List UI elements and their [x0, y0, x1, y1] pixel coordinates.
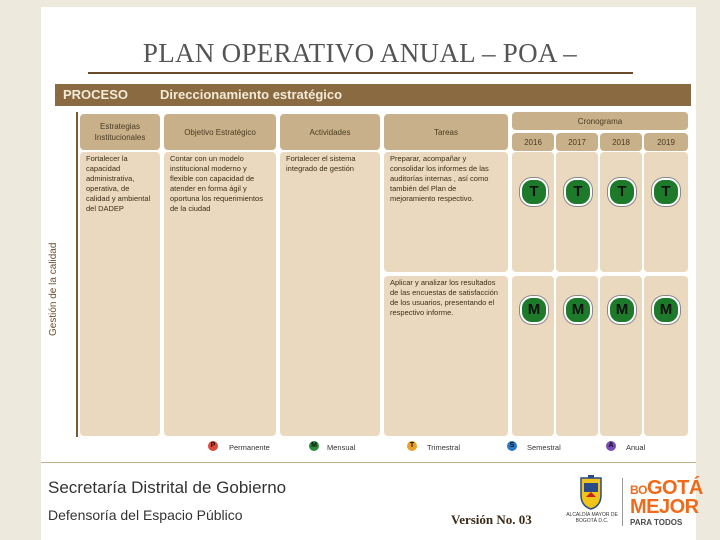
tarea-1-2019-cell	[644, 152, 688, 272]
legend-permanente-icon: P	[208, 441, 218, 451]
header-cronograma: Cronograma	[512, 112, 688, 130]
slide-title: PLAN OPERATIVO ANUAL – POA –	[142, 38, 578, 68]
version-label: Versión No. 03	[451, 512, 532, 527]
trimestral-badge: T	[520, 178, 548, 206]
trimestral-badge: T	[608, 178, 636, 206]
legend-trimestral-icon: T	[407, 441, 417, 451]
year-2016: 2016	[512, 133, 554, 151]
year-2017: 2017	[556, 133, 598, 151]
process-label: PROCESO	[63, 87, 129, 102]
process-value: Direccionamiento estratégico	[160, 87, 343, 102]
vertical-label: Gestión de la calidad	[48, 242, 59, 336]
trimestral-badge: T	[564, 178, 592, 206]
year-2019: 2019	[644, 133, 688, 151]
legend-mensual-label: Mensual	[327, 443, 356, 452]
tarea-1-2018-cell	[600, 152, 642, 272]
footer-rule	[41, 462, 696, 463]
legend-semestral-label: Semestral	[527, 443, 561, 452]
logo-separator	[622, 478, 623, 526]
trimestral-badge: T	[652, 178, 680, 206]
process-bar	[55, 84, 691, 106]
header-objetivo: Objetivo Estratégico	[164, 114, 276, 150]
mensual-badge: M	[564, 296, 592, 324]
actividad-cell: Fortalecer el sistema integrado de gestión	[280, 152, 380, 436]
header-estrategias: Estrategias Institucionales	[80, 114, 160, 150]
objetivo-cell: Contar con un modelo institucional moderno y flexible con capacidad de atender en forma ágil y oportuna los requerimientos de la ciudad	[164, 152, 276, 436]
legend-mensual-icon: M	[309, 441, 319, 451]
header-tareas: Tareas	[384, 114, 508, 150]
tarea-1-2017-cell	[556, 152, 598, 272]
mensual-badge: M	[652, 296, 680, 324]
vertical-rule	[76, 112, 78, 437]
estrategia-cell: Fortalecer la capacidad administrativa, operativa, de calidad y ambiental del DADEP	[80, 152, 160, 436]
footer-secretaria: Secretaría Distrital de Gobierno	[48, 478, 287, 497]
legend-trimestral-label: Trimestral	[427, 443, 461, 452]
mensual-badge: M	[608, 296, 636, 324]
right-decor-stripe	[696, 0, 720, 540]
top-decor-stripe	[41, 0, 696, 7]
left-decor-stripe	[0, 0, 41, 540]
year-2018: 2018	[600, 133, 642, 151]
header-actividades: Actividades	[280, 114, 380, 150]
legend-anual-icon: A	[606, 441, 616, 451]
bogota-logo-line2: MEJOR	[630, 496, 699, 518]
legend-anual-label: Anual	[626, 443, 646, 452]
legend-semestral-icon: S	[507, 441, 517, 451]
tarea-2-cell: Aplicar y analizar los resultados de las encuestas de satisfacción de los usuarios, presentando el respectivo informe.	[384, 276, 508, 436]
legend-permanente-label: Permanente	[229, 443, 270, 452]
bogota-logo-word: GOTÁ	[647, 477, 703, 499]
mensual-badge: M	[520, 296, 548, 324]
tarea-1-2016-cell	[512, 152, 554, 272]
tarea-1-cell: Preparar, acompañar y consolidar los informes de las auditorías internas , así como también del Plan de mejoramiento respectivo.	[384, 152, 508, 272]
bogota-logo-line3: PARA TODOS	[630, 518, 683, 527]
bogota-logo-prefix: BO	[630, 483, 647, 497]
title-underline	[88, 72, 633, 74]
footer-defensoria: Defensoría del Espacio Público	[48, 507, 243, 523]
alcaldia-caption: ALCALDÍA MAYOR DE BOGOTÁ D.C.	[566, 512, 618, 524]
